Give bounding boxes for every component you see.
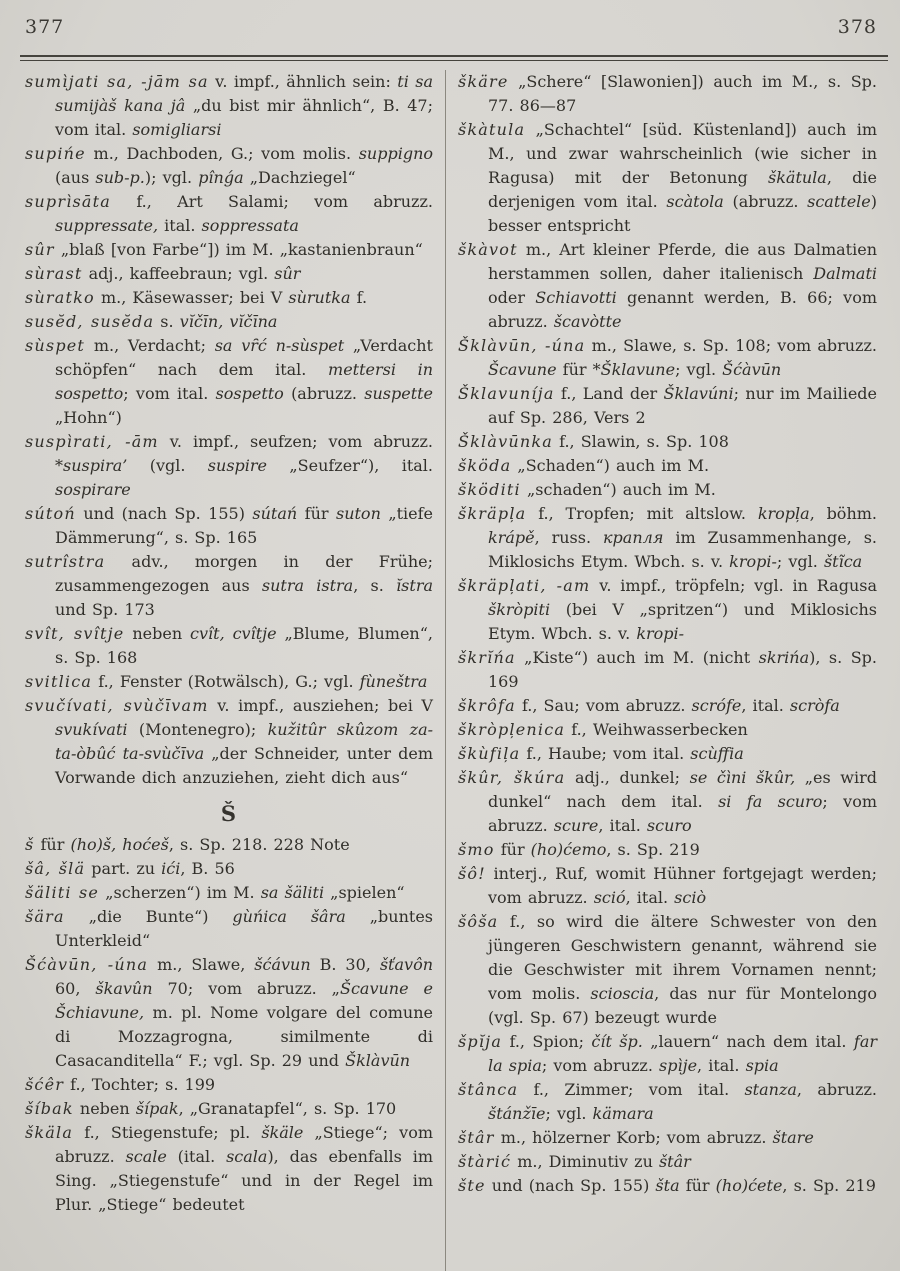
entry-italic-text: šťavôn [379, 955, 433, 974]
entry-headword: Šklàvūnka [458, 432, 553, 451]
entry-text: „Kiste“) auch im M. (nicht [515, 648, 759, 667]
entry-headword: supińe [25, 144, 86, 163]
entry-text: , ital. [697, 1056, 746, 1075]
entry-text: v. impf., ähnlich sein: [208, 72, 398, 91]
entry-headword: škàvot [458, 240, 518, 259]
entry-headword: sùratko [25, 288, 95, 307]
entry-text: , s. Sp. 218. 228 Note [168, 835, 350, 854]
entry-headword: šâ, šlä [25, 859, 86, 878]
entry-italic-text: Šklàvūn [345, 1051, 411, 1070]
entry-italic-text: (ho)ćemo [530, 840, 607, 859]
entry-italic-text: stanza [744, 1080, 797, 1099]
entry-italic-text: suppressate, [55, 216, 159, 235]
entry-italic-text: štare [772, 1128, 814, 1147]
dictionary-entry [25, 238, 433, 262]
dictionary-entry [25, 670, 433, 694]
entry-italic-text: kropi- [636, 624, 685, 643]
entry-italic-text: (ho)ćete [715, 1176, 783, 1195]
right-column [445, 70, 877, 1271]
entry-text: s. [154, 312, 180, 331]
entry-text: „der Schneider, unter dem Vorwande dich anzuziehen, zieht dich aus“ [55, 744, 433, 787]
entry-italic-text: Šćàvūn [722, 360, 782, 379]
entry-italic-text: spia [745, 1056, 779, 1075]
entry-text: „Blume, Blumen“, s. Sp. 168 [55, 624, 433, 667]
entry-text: und Sp. 173 [55, 600, 155, 619]
entry-text: ; vgl. [675, 360, 723, 379]
dictionary-entry [458, 862, 877, 910]
right-column-entries [458, 70, 877, 1198]
entry-italic-text: šćávun [254, 955, 311, 974]
entry-headword: špĭja [458, 1032, 503, 1051]
entry-text: für [679, 1176, 716, 1195]
entry-text: ); vgl. [144, 168, 199, 187]
entry-headword: škäre [458, 72, 509, 91]
entry-italic-text: spìje [659, 1056, 698, 1075]
dictionary-entry [458, 646, 877, 694]
dictionary-entry [25, 881, 433, 905]
entry-italic-text: ići [161, 859, 181, 878]
entry-text: adj., kaffeebraun; vgl. [82, 264, 275, 283]
entry-headword: sùspet [25, 336, 86, 355]
dictionary-entry [458, 334, 877, 382]
dictionary-entry [458, 1078, 877, 1126]
entry-italic-text: far la spia [488, 1032, 877, 1075]
page-header [0, 0, 900, 54]
entry-text: „spielen“ [324, 883, 405, 902]
dictionary-entry [25, 502, 433, 550]
entry-italic-text: scattele [807, 192, 871, 211]
dictionary-entry [25, 70, 433, 142]
entry-text: (vgl. [127, 456, 208, 475]
entry-text: part. zu [85, 859, 162, 878]
entry-italic-text: škätula [768, 168, 827, 187]
entry-headword: sútoń [25, 504, 76, 523]
entry-text: ; vgl. [776, 552, 824, 571]
entry-italic-text: scale [125, 1147, 167, 1166]
entry-italic-text: sa vȓć n-sùspet [214, 336, 345, 355]
entry-italic-text: suton [335, 504, 381, 523]
entry-italic-text: scure [553, 816, 599, 835]
entry-italic-text: svukívati [55, 720, 128, 739]
entry-italic-text: ti sa sumijàš kana jâ [55, 72, 433, 115]
entry-text: (bei V „spritzen“) und Miklosichs Etym. Wbch. s. v. [488, 600, 877, 643]
entry-headword: sùrast [25, 264, 83, 283]
entry-text: adj., dunkel; [565, 768, 690, 787]
entry-text: neben [124, 624, 191, 643]
dictionary-entry [458, 742, 877, 766]
entry-text: ; vom ital. [123, 384, 216, 403]
entry-italic-text: gùńica šâra [232, 907, 346, 926]
dictionary-entry [25, 1097, 433, 1121]
entry-text: (abruzz. [283, 384, 365, 403]
entry-headword: šköditi [458, 480, 521, 499]
entry-text: und (nach Sp. 155) [75, 504, 253, 523]
entry-italic-text: Šcavune [488, 360, 557, 379]
entry-headword: škräpļati, -am [458, 576, 591, 595]
dictionary-entry [458, 502, 877, 574]
entry-italic-text: štánžīe [488, 1104, 546, 1123]
dictionary-entry [458, 1030, 877, 1078]
entry-italic-text: sospetto [215, 384, 284, 403]
entry-text: oder [488, 288, 536, 307]
entry-headword: svitlica [25, 672, 93, 691]
entry-text: , das nur für Montelongo (vgl. Sp. 67) bezeugt wurde [488, 984, 877, 1027]
entry-headword: šäliti se [25, 883, 100, 902]
entry-text: ital. [158, 216, 202, 235]
entry-text: m., Slawe, [148, 955, 255, 974]
entry-text: , böhm. [809, 504, 877, 523]
entry-italic-text: fùneštra [359, 672, 428, 691]
entry-text: m., Diminutiv zu [511, 1152, 659, 1171]
dictionary-entry [25, 857, 433, 881]
entry-headword: šćêr [25, 1075, 65, 1094]
entry-italic-text: sùrutka [288, 288, 351, 307]
entry-italic-text: vĭčīn, vĭčīna [179, 312, 278, 331]
entry-headword: suprìsāta [25, 192, 112, 211]
entry-text: genannt werden, B. 66; vom abruzz. [488, 288, 878, 331]
dictionary-entry [458, 430, 877, 454]
entry-headword: škùfiļa [458, 744, 521, 763]
entry-text: f., Tropfen; mit altslow. [526, 504, 758, 523]
dictionary-entry [25, 550, 433, 622]
entry-text: „blaß [von Farbe“]) im M. „kastanienbraun“ [54, 240, 423, 259]
entry-headword: škrôfa [458, 696, 516, 715]
entry-italic-text: sa šäliti [260, 883, 325, 902]
entries-after-heading [25, 833, 433, 1217]
dictionary-entry [25, 334, 433, 430]
dictionary-entry [458, 1126, 877, 1150]
entry-italic-text: somigliarsi [132, 120, 222, 139]
entry-italic-text: sció [593, 888, 626, 907]
two-column-text-area [25, 70, 889, 1271]
entry-headword: Šklavuníja [458, 384, 555, 403]
entry-text: „schaden“) auch im M. [520, 480, 716, 499]
entry-text: f., Spion; [502, 1032, 592, 1051]
entry-italic-text: skrińa [758, 648, 810, 667]
dictionary-entry [458, 454, 877, 478]
entry-text: 70; vom abruzz. „ [152, 979, 340, 998]
entry-text: v. impf., ausziehen; bei V [208, 696, 433, 715]
entry-headword: sumìjati sa, -jām sa [25, 72, 209, 91]
entry-italic-text: pînǵa [198, 168, 244, 187]
entry-text: (aus [55, 168, 96, 187]
entry-italic-text: sciò [674, 888, 707, 907]
entry-headword: škàtula [458, 120, 526, 139]
entry-text: für [34, 835, 71, 854]
dictionary-entry [458, 718, 877, 742]
entry-text: , s. Sp. 219 [606, 840, 700, 859]
entry-italic-text: soppressata [201, 216, 299, 235]
dictionary-entry [25, 262, 433, 286]
entry-text: m., Verdacht; [85, 336, 215, 355]
entry-text: v. impf., tröpfeln; vgl. in Ragusa [590, 576, 877, 595]
entry-headword: šíbak [25, 1099, 74, 1118]
entry-text: „Hohn“) [55, 408, 122, 427]
entry-text: m., Slawe, s. Sp. 108; vom abruzz. [585, 336, 877, 355]
entry-italic-text: scàtola [666, 192, 724, 211]
entry-text: 60, [55, 979, 96, 998]
entry-italic-text: *Šklavune [592, 360, 676, 379]
entry-text: für [556, 360, 593, 379]
entry-italic-text: Šklavúni [663, 384, 734, 403]
dictionary-entry [458, 1174, 877, 1198]
entry-italic-text: sûr [274, 264, 301, 283]
entry-text: , ital. [741, 696, 790, 715]
entry-text: im Zusammenhange, s. Miklosichs Etym. Wbch. s. v. [488, 528, 878, 571]
entry-text: , ital. [625, 888, 675, 907]
entry-italic-text: štâr [658, 1152, 691, 1171]
entry-italic-text: scùffia [690, 744, 744, 763]
entry-italic-text: sútań [252, 504, 298, 523]
entry-headword: škräpļa [458, 504, 527, 523]
entry-headword: suspìrati, -ām [25, 432, 159, 451]
entry-text: ; vom abruzz. [541, 1056, 660, 1075]
entry-italic-text: kämara [592, 1104, 654, 1123]
entry-headword: sûr [25, 240, 55, 259]
entry-text: , B. 56 [180, 859, 235, 878]
entry-text: f., Art Salami; vom abruzz. [111, 192, 433, 211]
entry-text: f., Haube; vom ital. [520, 744, 691, 763]
entry-text: , „Granatapfel“, s. Sp. 170 [178, 1099, 397, 1118]
entry-text: „scherzen“) im M. [99, 883, 261, 902]
entry-italic-text: (ho)š, hoćeš [70, 835, 169, 854]
entry-italic-text: cvît, cvîtje [190, 624, 277, 643]
entry-italic-text: krápě [488, 528, 535, 547]
dictionary-entry [458, 118, 877, 238]
dictionary-entry [25, 190, 433, 238]
entry-headword: sutrîstra [25, 552, 106, 571]
entry-italic-text: *suspira’ [55, 456, 128, 475]
entry-text: , s. Sp. 219 [782, 1176, 876, 1195]
entry-italic-text: sospirare [55, 480, 131, 499]
entry-text: B. 30, [310, 955, 380, 974]
left-column [25, 70, 445, 1271]
entry-headword: susĕd, susĕda [25, 312, 155, 331]
dictionary-entry [458, 70, 877, 118]
entry-italic-text: scròfa [789, 696, 840, 715]
entry-italic-text: Schiavotti [535, 288, 617, 307]
entry-italic-text: mettersi in sospetto [55, 360, 434, 403]
entry-headword: šôša [458, 912, 499, 931]
dictionary-entry [458, 910, 877, 1030]
entry-italic-text: šcavòtte [553, 312, 622, 331]
entry-headword: šô! [458, 864, 486, 883]
entry-text: m., Art kleiner Pferde, die aus Dalmatien herstammen sollen, daher italienisch [488, 240, 877, 283]
entry-italic-text: šípak [135, 1099, 179, 1118]
entry-headword: škûr, škúra [458, 768, 566, 787]
entry-text: für [494, 840, 531, 859]
entry-text: „Seufzer“), ital. [267, 456, 433, 475]
entry-text: f., Weihwasserbecken [565, 720, 748, 739]
entry-text: (ital. [166, 1147, 227, 1166]
entry-text: für [297, 504, 336, 523]
entry-text: f., Slawin, s. Sp. 108 [553, 432, 729, 451]
entry-headword: štàrić [458, 1152, 512, 1171]
entry-text: ), s. Sp. 169 [488, 648, 877, 691]
entry-text: m., Dachboden, G.; vom molis. [85, 144, 359, 163]
entry-italic-text: škäle [261, 1123, 304, 1142]
entry-italic-text: scrófe [691, 696, 742, 715]
dictionary-entry [458, 838, 877, 862]
entry-text: f., Zimmer; vom ital. [518, 1080, 745, 1099]
page-number-right: 378 [837, 16, 877, 38]
entry-text: „lauern“ nach dem ital. [642, 1032, 854, 1051]
entry-text: „Schachtel“ [süd. Küstenland]) auch im M., und zwar wahrscheinlich (wie sicher in Ragusa) mit der Betonung [488, 120, 877, 187]
entry-text: m., Käsewasser; bei V [94, 288, 289, 307]
entry-text: neben [73, 1099, 136, 1118]
entry-headword: škròpļenica [458, 720, 566, 739]
entry-headword: šte [458, 1176, 486, 1195]
entry-headword: šköda [458, 456, 512, 475]
entry-italic-text: sub-p. [95, 168, 145, 187]
entry-text: „Dachziegel“ [243, 168, 356, 187]
dictionary-entry [25, 694, 433, 790]
entry-text: (Montenegro); [127, 720, 268, 739]
entry-italic-text: Šcavune e Šchiavune, [55, 979, 434, 1022]
entry-text: ; vom abruzz. [488, 792, 877, 835]
dictionary-entry [25, 622, 433, 670]
entry-text: , abruzz. [796, 1080, 877, 1099]
entry-text: , russ. [534, 528, 603, 547]
entry-italic-text: kužitûr skûzom za-ta-òbûć ta-svùčīva [55, 720, 434, 763]
entry-italic-text: suspire [207, 456, 267, 475]
entry-headword: Šćàvūn, -úna [25, 955, 149, 974]
entry-headword: škäla [25, 1123, 74, 1142]
entry-italic-text: kropi- [729, 552, 777, 571]
entry-headword: štâr [458, 1128, 495, 1147]
entry-italic-text: крапля [603, 528, 664, 547]
dictionary-entry [25, 1073, 433, 1097]
entry-text: , ital. [598, 816, 647, 835]
page-number-left: 377 [25, 16, 65, 38]
entry-text: f., Land der [554, 384, 664, 403]
entry-italic-text: suppigno [358, 144, 433, 163]
entry-text: adv., morgen in der Frühe; zusammengezogen aus [55, 552, 433, 595]
entry-text: „es wird dunkel“ nach dem ital. [488, 768, 878, 811]
entry-text: f., Tochter; s. 199 [64, 1075, 216, 1094]
dictionary-entry [25, 310, 433, 334]
entry-text: , s. [353, 576, 397, 595]
entry-text: „Verdacht schöpfen“ nach dem ital. [55, 336, 433, 379]
entry-text: „Schere“ [Slawonien]) auch im M., s. Sp. 77. 86—87 [488, 72, 877, 115]
header-double-rule [20, 55, 888, 61]
entry-headword: svučívati, svùčīvam [25, 696, 209, 715]
entry-text: ) besser entspricht [488, 192, 877, 235]
dictionary-entry [25, 905, 433, 953]
entry-italic-text: suspette [364, 384, 434, 403]
dictionary-entry [458, 382, 877, 430]
dictionary-entry [458, 478, 877, 502]
dictionary-entry [25, 953, 433, 1073]
entry-text: „du bist mir ähnlich“, B. 47; vom ital. [55, 96, 433, 139]
dictionary-entry [458, 1150, 877, 1174]
dictionary-entry [25, 286, 433, 310]
entry-italic-text: Dalmati [813, 264, 877, 283]
entry-text: „Schaden“) auch im M. [511, 456, 710, 475]
entry-italic-text: scala [226, 1147, 268, 1166]
entry-italic-text: sutra istra [261, 576, 354, 595]
entry-text: (abruzz. [723, 192, 808, 211]
entry-text: f., Fenster (Rotwälsch), G.; vgl. [92, 672, 360, 691]
entry-text: „tiefe Dämmerung“, s. Sp. 165 [55, 504, 434, 547]
entry-italic-text: scioscia [590, 984, 655, 1003]
entry-italic-text: štĩca [823, 552, 863, 571]
entry-italic-text: škròpiti [488, 600, 551, 619]
dictionary-entry [25, 430, 433, 502]
entry-italic-text: šta [655, 1176, 680, 1195]
dictionary-entry [458, 766, 877, 838]
section-heading-s-caron: Š [220, 801, 238, 826]
entry-italic-text: scuro [646, 816, 692, 835]
entry-text: interj., Ruf, womit Hühner fortgejagt werden; vom abruzz. [485, 864, 877, 907]
dictionary-entry [458, 574, 877, 646]
entry-headword: svît, svîtje [25, 624, 125, 643]
entry-italic-text: si fa scuro [718, 792, 823, 811]
entry-headword: Šklàvūn, -úna [458, 336, 586, 355]
entry-text: und (nach Sp. 155) [485, 1176, 656, 1195]
entry-text: f., Stiegenstufe; pl. [73, 1123, 262, 1142]
entry-text: m., hölzerner Korb; vom abruzz. [494, 1128, 773, 1147]
entry-text: ; vgl. [545, 1104, 593, 1123]
entry-text: ; nur im Mailiede auf Sp. 286, Vers 2 [488, 384, 877, 427]
entry-italic-text: ĭstra [396, 576, 434, 595]
dictionary-entry [25, 1121, 433, 1217]
dictionary-entry [458, 694, 877, 718]
entry-text: ), das ebenfalls im Sing. „Stiegenstufe“ und in der Regel im Plur. „Stiege“ bedeutet [55, 1147, 433, 1214]
entry-text: f., Sau; vom abruzz. [515, 696, 692, 715]
entries-before-heading [25, 70, 433, 790]
entry-text: „die Bunte“) [64, 907, 233, 926]
entry-text: v. impf., seufzen; vom abruzz. [158, 432, 433, 451]
entry-text: „Stiege“; vom abruzz. [55, 1123, 434, 1166]
entry-italic-text: se čìni škûr, [689, 768, 796, 787]
entry-headword: šära [25, 907, 65, 926]
dictionary-entry [25, 142, 433, 190]
entry-italic-text: kropļa [757, 504, 810, 523]
entry-headword: štânca [458, 1080, 519, 1099]
entry-text: f. [350, 288, 368, 307]
entry-text: f., so wird die ältere Schwester von den jüngeren Geschwistern genannt, während sie die Geschwister mit ihrem Vornamen nennt; vom molis. [488, 912, 877, 1003]
entry-headword: škrĭńa [458, 648, 516, 667]
entry-headword: š [25, 835, 35, 854]
entry-text: m. pl. Nome volgare del comune di Mozzagrogna, similmente di Casacanditella“ F.; vgl. Sp. 29 und [55, 1003, 433, 1070]
entry-headword: šmo [458, 840, 495, 859]
dictionary-entry [458, 238, 877, 334]
entry-text: „buntes Unterkleid“ [55, 907, 434, 950]
dictionary-entry [25, 833, 433, 857]
entry-text: , die derjenigen vom ital. [488, 168, 878, 211]
entry-italic-text: čít šp. [591, 1032, 643, 1051]
entry-italic-text: škavûn [95, 979, 153, 998]
